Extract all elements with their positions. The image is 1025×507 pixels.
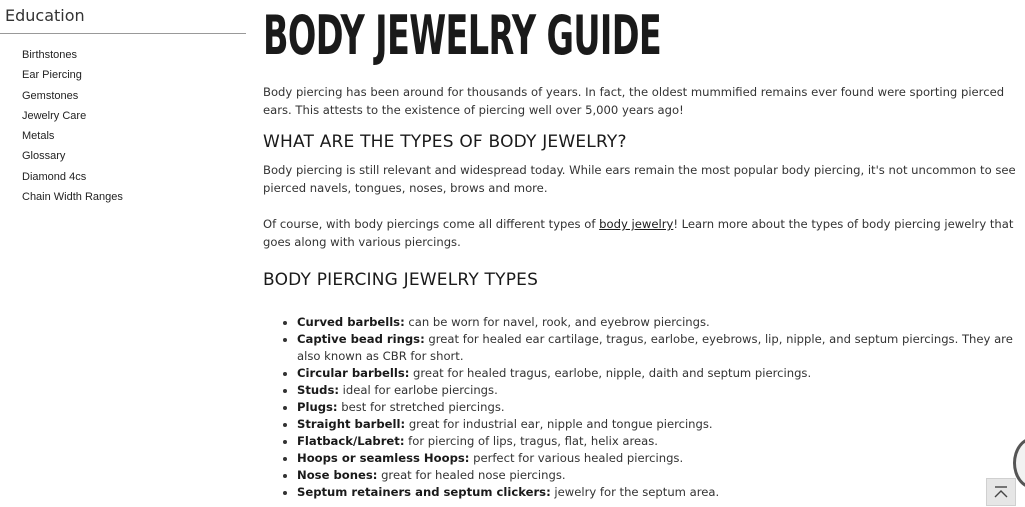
paragraph-text-end: ! Learn more about the types of body piercing jewelry that goes along with various piercings. [263,217,1014,249]
type-name: Captive bead rings: [297,332,425,346]
body-jewelry-paragraph [263,215,1023,251]
type-name: Hoops or seamless Hoops: [297,451,470,465]
list-item [297,467,1023,484]
list-item [297,450,1023,467]
list-item [297,331,1023,365]
type-desc: ideal for earlobe piercings. [338,383,498,397]
type-desc: best for stretched piercings. [337,400,505,414]
type-name: Circular barbells: [297,366,410,380]
type-name: Plugs: [297,400,338,414]
sidebar-item-diamond-4cs[interactable]: Diamond 4cs [22,170,87,183]
list-item [297,365,1023,382]
paragraph-text-start: Of course, with body piercings come all different types of [263,217,600,231]
list-item [297,382,1023,399]
list-item [297,399,1023,416]
chevron-up-bar-icon [993,485,1009,499]
list-item [297,484,1023,501]
list-item [297,416,1023,433]
sidebar-item-metals[interactable]: Metals [22,130,55,143]
type-desc: great for industrial ear, nipple and tongue piercings. [405,417,713,431]
sidebar-title: Education [5,6,85,25]
list-item [297,314,1023,331]
sidebar-item-gemstones[interactable]: Gemstones [22,89,79,102]
type-name: Flatback/Labret: [297,434,405,448]
type-name: Straight barbell: [297,417,406,431]
sidebar-item-jewelry-care[interactable]: Jewelry Care [22,109,87,122]
intro-paragraph: Body piercing has been around for thousands of years. In fact, the oldest mummified remains ever found were sporting pierced ears. This attests to the existence of piercing well over 5,000 years ago! [263,85,1005,117]
jewelry-types-list [263,314,1023,501]
sidebar-item-glossary[interactable]: Glossary [22,150,66,163]
type-desc: for piercing of lips, tragus, flat, helix areas. [404,434,658,448]
list-item [297,433,1023,450]
type-desc: jewelry for the septum area. [550,485,720,499]
scroll-to-top-button[interactable] [986,478,1016,506]
type-desc: great for healed ear cartilage, tragus, earlobe, eyebrows, lip, nipple, and septum piercings. They are also known as CBR for short. [297,332,1013,363]
sidebar-item-chain-width-ranges[interactable]: Chain Width Ranges [22,191,123,204]
sidebar-item-ear-piercing[interactable]: Ear Piercing [22,69,82,82]
section-heading-types: WHAT ARE THE TYPES OF BODY JEWELRY? [263,132,627,152]
page-title: BODY JEWELRY GUIDE [263,4,662,67]
type-desc: great for healed tragus, earlobe, nipple, daith and septum piercings. [409,366,812,380]
type-desc: perfect for various healed piercings. [469,451,684,465]
body-jewelry-link[interactable]: body jewelry [599,217,674,231]
sidebar [0,0,246,210]
relevance-paragraph: Body piercing is still relevant and widespread today. While ears remain the most popular body piercing, it's not uncommon to see pierced navels, tongues, noses, brows and more. [263,163,1016,195]
sidebar-item-birthstones[interactable]: Birthstones [22,49,78,61]
type-name: Septum retainers and septum clickers: [297,485,551,499]
type-name: Curved barbells: [297,315,405,329]
sidebar-divider [0,33,246,34]
type-desc: can be worn for navel, rook, and eyebrow piercings. [404,315,710,329]
type-name: Nose bones: [297,468,378,482]
section-heading-piercing-jewelry-types: BODY PIERCING JEWELRY TYPES [263,270,539,290]
type-desc: great for healed nose piercings. [377,468,566,482]
type-name: Studs: [297,383,339,397]
sidebar-nav [0,48,246,210]
